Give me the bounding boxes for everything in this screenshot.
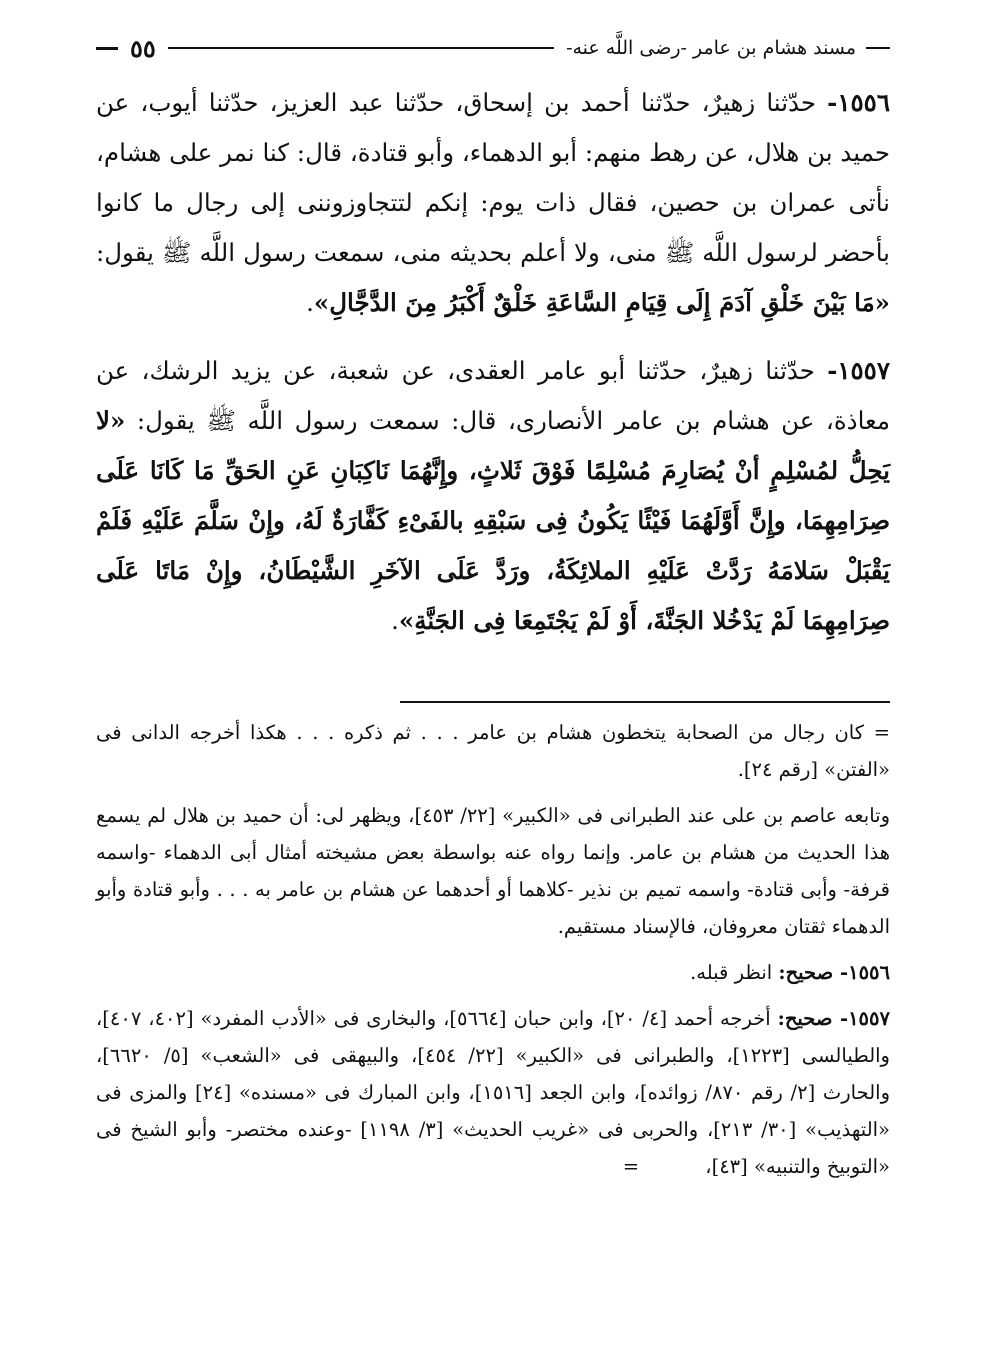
footnote-note: وتابعه عاصم بن على عند الطبرانى فى «الكبير» [٢٢/ ٤٥٣]، ويظهر لى: أن حميد بن هلال لم يسمع هذا الحديث من هشام بن عامر. وإنما رواه عنه بواسطة بعض مشيخته أمثال أبى الدهماء -واسمه قرفة- وأبى قتادة- واسمه تميم بن نذير -كلاهما أو أحدهما عن هشام بن عامر به . . . وأبو قتادة وأبو الدهماء ثقتان معروفان، فالإسناد مستقيم. [96, 804, 890, 938]
hadith-1557 [96, 346, 890, 646]
hadith-matn: «مَا بَيْنَ خَلْقِ آدَمَ إِلَى قِيَامِ السَّاعَةِ خَلْقٌ أَكْبَرُ مِنَ الدَّجَّالِ» [313, 288, 890, 317]
footnote-separator [400, 701, 890, 703]
footnote-continuation: = كان رجال من الصحابة يتخطون هشام بن عامر . . . ثم ذكره . . . هكذا أخرجه الدانى فى «الفتن» [رقم ٢٤]. [96, 721, 890, 781]
page-number: ٥٥ [130, 33, 156, 63]
footnote-grade-1557 [96, 1000, 890, 1185]
header-book-title: مسند هشام بن عامر -رضى اللَّه عنه- [566, 37, 856, 59]
hadith-end: . [306, 288, 314, 317]
grade-text: انظر قبله. [690, 961, 773, 984]
running-header [96, 30, 890, 66]
continued-mark: = [622, 1155, 640, 1178]
footnotes [96, 714, 890, 1194]
hadith-isnad: حدّثنا زهيرٌ، حدّثنا أبو عامر العقدى، عن شعبة، عن يزيد الرشك، عن معاذة، عن هشام بن عامر الأنصارى، قال: سمعت رسول اللَّه ﷺ يقول: [96, 356, 890, 435]
hadith-number: ١٥٥٧- [827, 356, 890, 385]
header-rule [168, 47, 554, 49]
page-number-dash [96, 47, 118, 50]
header-lead-dash [866, 47, 890, 49]
hadith-matn: «لا يَحِلُّ لمُسْلِمٍ أنْ يُصَارِمَ مُسْلِمًا فَوْقَ ثَلاثٍ، وإِنَّهُمَا نَاكِبَانِ عَنِ الحَقِّ مَا كَانَا عَلَى صِرَامِهِمَا، وإِنَّ أَوَّلَهُمَا فَيْئًا يَكُونُ فِى سَبْقِهِ بالفَىْءِ كَفَّارَةٌ لَهُ، وإِنْ سَلَّمَ عَلَيْهِ فَلَمْ يَقْبَلْ سَلامَهُ رَدَّتْ عَلَيْهِ الملائِكَةُ، ورَدَّ عَلَى الآخَرِ الشَّيْطَانُ، وإِنْ مَاتَا عَلَى صِرَامِهِمَا لَمْ يَدْخُلا الجَنَّةَ، أَوْ لَمْ يَجْتَمِعَا فِى الجَنَّةِ» [96, 406, 890, 635]
grade-text: أخرجه أحمد [٤/ ٢٠]، وابن حبان [٥٦٦٤]، والبخارى فى «الأدب المفرد» [٤٠٢، ٤٠٧]، والطيالسى [١٢٢٣]، والطبرانى فى «الكبير» [٢٢/ ٤٥٤]، والبيهقى فى «الشعب» [٥/ ٦٦٢٠]، والحارث [٢/ رقم ٨٧٠/ زوائده]، وابن الجعد [١٥١٦]، وابن المبارك فى «مسنده» [٢٤] والمزى فى «التهذيب» [٣٠/ ٢١٣]، والحربى فى «غريب الحديث» [٣/ ١١٩٨] -وعنده مختصر- وأبو الشيخ فى «التوبيخ والتنبيه» [٤٣]، [96, 1007, 890, 1178]
hadith-number: ١٥٥٦- [827, 88, 890, 117]
hadith-1556 [96, 78, 890, 328]
footnote-grade-1556 [96, 954, 890, 991]
hadith-end: . [391, 606, 399, 635]
grade-label: ١٥٥٧- صحيح: [777, 1007, 890, 1030]
hadith-isnad: حدّثنا زهيرٌ، حدّثنا أحمد بن إسحاق، حدّثنا عبد العزيز، حدّثنا أيوب، عن حميد بن هلال، عن رهط منهم: أبو الدهماء، وأبو قتادة، قال: كنا نمر على هشام، نأتى عمران بن حصين، فقال ذات يوم: إنكم لتتجاوزوننى إلى رجال ما كانوا بأحضر لرسول اللَّه ﷺ منى، ولا أعلم بحديثه منى، سمعت رسول اللَّه ﷺ يقول: [96, 88, 890, 267]
grade-label: ١٥٥٦- صحيح: [778, 961, 890, 984]
